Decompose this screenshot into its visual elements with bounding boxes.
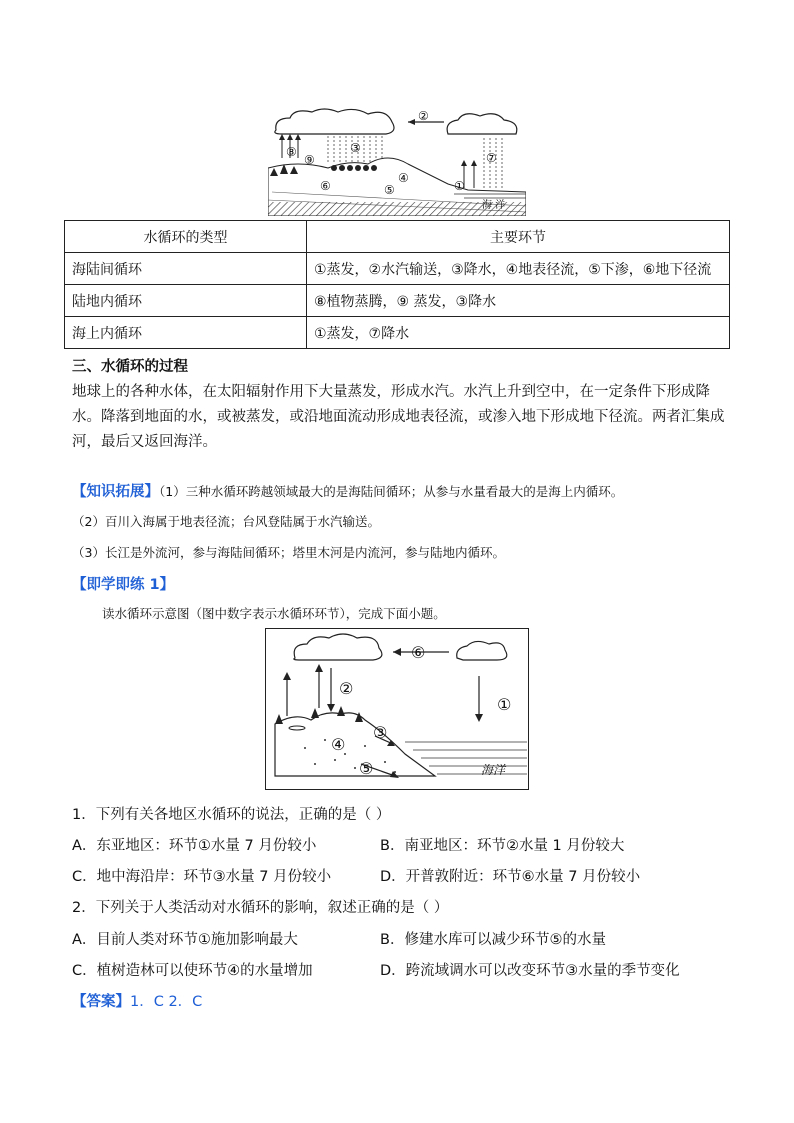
q2-option-b: B．修建水库可以减少环节⑤的水量 (380, 932, 606, 948)
q1-option-d: D．开普敦附近：环节⑥水量 7 月份较小 (380, 869, 641, 885)
table-cell: 陆地内循环 (65, 285, 307, 317)
practice-tag: 【即学即练 1】 (72, 577, 175, 593)
question-1-stem: 1．下列有关各地区水循环的说法，正确的是（ ） (72, 807, 391, 823)
table-cell: ⑧植物蒸腾，⑨ 蒸发，③降水 (307, 285, 730, 317)
q2-option-c: C．植树造林可以使环节④的水量增加 (72, 963, 313, 979)
label-3: ③ (350, 141, 361, 155)
water-cycle-diagram-top (268, 108, 526, 216)
knowledge-tag: 【知识拓展】 (72, 484, 159, 500)
label-8: ⑧ (286, 145, 297, 159)
q1-option-b: B．南亚地区：环节②水量 1 月份较大 (380, 838, 625, 854)
knowledge-text-1: （1）三种水循环跨越领域最大的是海陆间循环；从参与水量看最大的是海上内循环。 (159, 484, 624, 499)
answer-line (72, 990, 202, 1011)
body-paragraph: 地球上的各种水体，在太阳辐射作用下大量蒸发，形成水汽。水汽上升到空中，在一定条件下形成降水。降落到地面的水，或被蒸发，或沿地面流动形成地表径流，或渗入地下形成地下径流。两者汇集成河，最后又返回海洋。 (72, 384, 725, 450)
label-7: ⑦ (486, 151, 497, 165)
water-cycle-table (64, 220, 730, 349)
q2-option-a: A．目前人类对环节①施加影响最大 (72, 932, 298, 948)
question-2-stem: 2．下列关于人类活动对水循环的影响，叙述正确的是（ ） (72, 900, 449, 916)
label-1: ① (497, 695, 512, 714)
table-row (65, 285, 730, 317)
answer-text: 1．C 2．C (130, 994, 203, 1010)
knowledge-line-1 (72, 480, 623, 501)
sea-label: 海 洋 (482, 200, 506, 211)
knowledge-line-3: （3）长江是外流河，参与海陆间循环；塔里木河是内流河，参与陆地内循环。 (72, 545, 505, 560)
label-2: ② (418, 109, 429, 123)
label-6: ⑥ (320, 179, 331, 193)
q2-option-d: D．跨流域调水可以改变环节③水量的季节变化 (380, 963, 680, 979)
q1-option-a: A．东亚地区：环节①水量 7 月份较小 (72, 838, 317, 854)
label-5: ⑤ (359, 759, 374, 778)
water-cycle-diagram-practice (265, 628, 529, 790)
label-4: ④ (398, 171, 409, 185)
table-cell: ①蒸发，⑦降水 (307, 317, 730, 349)
label-5: ⑤ (384, 183, 395, 197)
q1-option-c: C．地中海沿岸：环节③水量 7 月份较小 (72, 869, 332, 885)
knowledge-line-2: （2）百川入海属于地表径流；台风登陆属于水汽输送。 (72, 514, 380, 529)
table-row (65, 317, 730, 349)
table-header-links: 主要环节 (307, 221, 730, 253)
table-header-type: 水循环的类型 (65, 221, 307, 253)
label-3: ③ (373, 723, 388, 742)
label-9: ⑨ (304, 153, 315, 167)
table-row (65, 253, 730, 285)
practice-intro: 读水循环示意图（图中数字表示水循环环节），完成下面小题。 (102, 606, 446, 621)
table-cell: 海上内循环 (65, 317, 307, 349)
table-cell: 海陆间循环 (65, 253, 307, 285)
label-6: ⑥ (411, 643, 426, 662)
label-4: ④ (331, 735, 346, 754)
label-2: ② (339, 679, 354, 698)
sea-label: 海洋 (481, 763, 506, 777)
label-1: ① (454, 179, 465, 193)
section-title: 三、水循环的过程 (72, 359, 188, 375)
table-cell: ①蒸发，②水汽输送，③降水，④地表径流，⑤下渗，⑥地下径流 (307, 253, 730, 285)
answer-tag: 【答案】 (72, 994, 130, 1010)
